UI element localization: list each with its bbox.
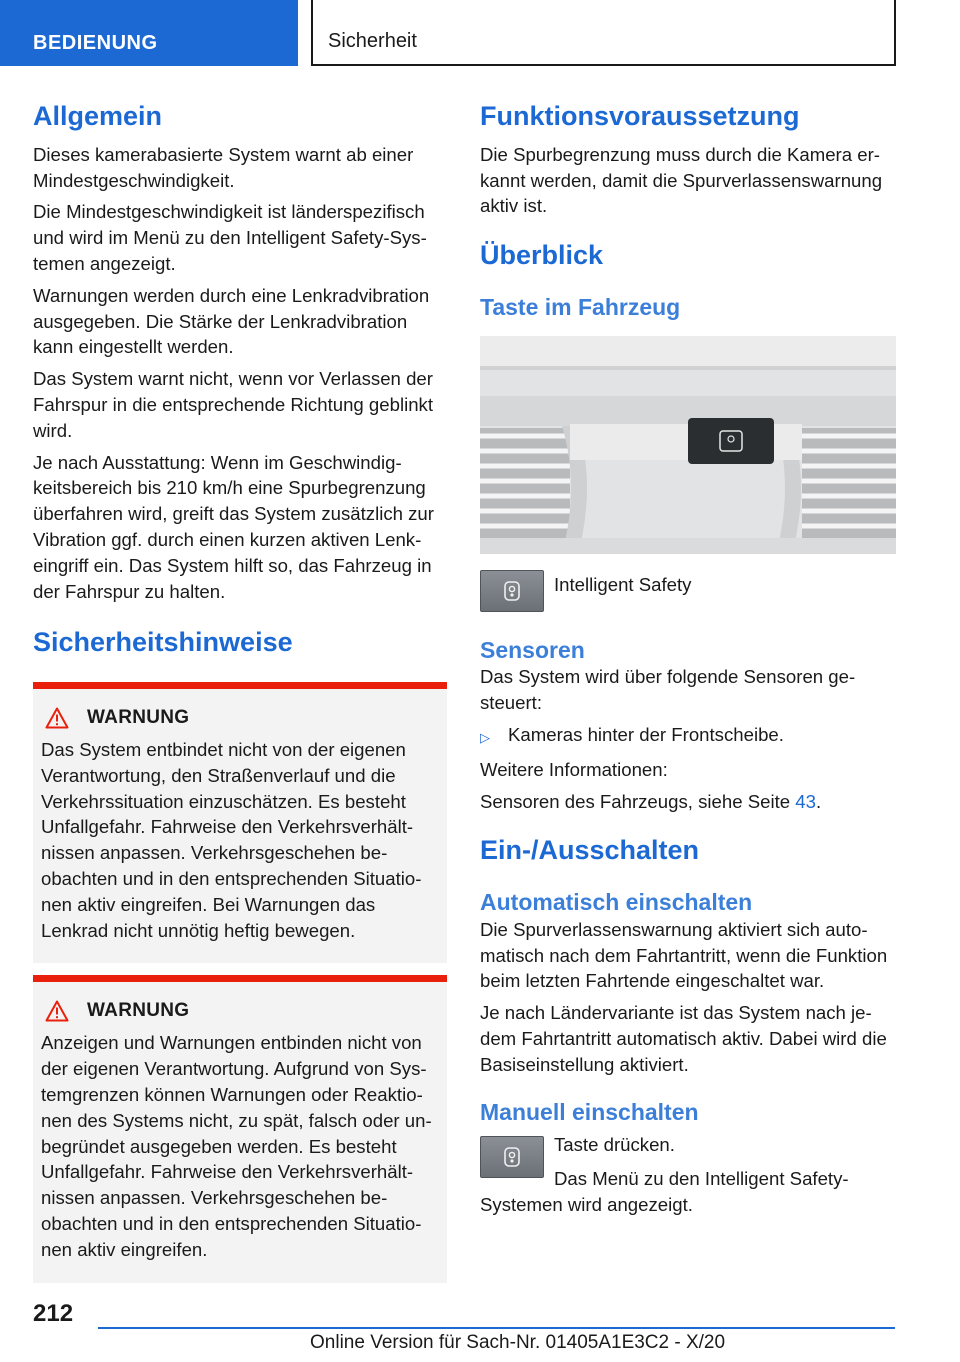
heading-funktionsvoraussetzung: Funktionsvoraussetzung	[480, 101, 800, 131]
warning-box-1	[33, 682, 447, 963]
heading-automatisch-einschalten: Automatisch einschalten	[480, 889, 753, 916]
heading-ueberblick: Überblick	[480, 240, 604, 271]
section-tab: BEDIENUNG	[0, 0, 298, 66]
right-column	[480, 100, 896, 1224]
reference-end: .	[815, 790, 822, 812]
manual-step-row	[480, 1130, 896, 1192]
warning-text: Anzeigen und Warnungen entbinden nicht von der eigenen Verantwortung. Aufgrund von Systemgrenzen können Warnungen oder Reaktionen des Systems nicht, zu spät, falsch oder unbegründet ausgegeben werden. Es besteht Unfallgefahr. Fahrweise den Verkehrsverhältnissen anpassen. Verkehrsgeschehen beobachten und in den entsprechenden Situationen aktiv eingreifen.	[41, 1032, 432, 1260]
paragraph: Je nach Ausstattung: Wenn im Geschwindigkeitsbereich bis 210 km/h eine Spurbegrenzung überfahren wird, greift das System zusätzlich zur Vibration ggf. durch einen kurzen aktiven Lenkeingriff ein. Das System hilft so, das Fahrzeug in der Fahrspur zu halten.	[33, 451, 434, 602]
dashboard-vents-image	[480, 336, 896, 554]
paragraph: Die Spurverlassenswarnung aktiviert sich automatisch nach dem Fahrtantritt, wenn die Funktion beim letzten Fahrtende eingeschaltet war.	[480, 918, 888, 992]
warning-triangle-icon	[45, 707, 69, 729]
chapter-title: Sicherheit	[311, 0, 896, 66]
warning-box-2	[33, 975, 447, 1282]
heading-ein-ausschalten: Ein-/Ausschalten	[480, 835, 700, 866]
paragraph: Je nach Ländervariante ist das System nach jedem Fahrtantritt automatisch aktiv. Dabei wird die Basiseinstellung aktiviert.	[480, 1002, 887, 1075]
button-label: Intelligent Safety	[554, 573, 692, 595]
warning-text: Das System entbindet nicht von der eigenen Verantwortung, den Straßenverlauf und die Verkehrssituation einzuschätzen. Es besteht Unfallgefahr. Fahrweise den Verkehrsverhältnissen anpassen. Verkehrsgeschehen beobachten und in den entsprechenden Situationen aktiv eingreifen. Bei Warnungen das Lenkrad nicht unnötig heftig bewegen.	[41, 739, 422, 941]
heading-allgemein: Allgemein	[33, 101, 163, 131]
warning-title: WARNUNG	[87, 707, 190, 729]
warning-triangle-icon	[45, 1000, 69, 1022]
paragraph: Die Spurbegrenzung muss durch die Kamera erkannt werden, damit die Spurverlassenswarnung aktiv ist.	[480, 143, 883, 217]
left-column	[33, 100, 447, 1283]
paragraph: Weitere Informationen:	[480, 758, 668, 780]
page-header	[0, 0, 960, 66]
reference-text: Sensoren des Fahrzeugs, siehe Seite	[480, 790, 796, 812]
list-item-text: Kameras hinter der Frontscheibe.	[508, 723, 784, 745]
heading-taste-im-fahrzeug: Taste im Fahrzeug	[480, 293, 681, 320]
paragraph: Warnungen werden durch eine Lenkradvibration ausgegeben. Die Stärke der Lenkradvibration kann eingestellt werden.	[33, 284, 430, 358]
step-text: Das Menü zu den Intelligent Safety-	[554, 1168, 849, 1190]
footer-version-text: Online Version für Sach-Nr. 01405A1E3C2 - X/20	[310, 1332, 726, 1353]
triangle-bullet-icon: ▷	[480, 729, 490, 745]
page-number: 212	[33, 1300, 74, 1327]
paragraph: Die Mindestgeschwindigkeit ist länderspezifisch und wird im Menü zu den Intelligent Safety-Systemen angezeigt.	[33, 201, 427, 274]
intelligent-safety-button-icon	[480, 1136, 544, 1178]
heading-sicherheitshinweise: Sicherheitshinweise	[33, 627, 293, 658]
list-item	[480, 722, 896, 751]
paragraph: Systemen wird angezeigt.	[480, 1194, 693, 1215]
vehicle-button-photo	[480, 336, 896, 554]
warning-title: WARNUNG	[87, 1000, 190, 1022]
step-text: Taste drücken.	[554, 1134, 675, 1156]
page-link[interactable]: 43	[795, 790, 816, 812]
intelligent-safety-row	[480, 570, 896, 612]
paragraph-reference	[480, 789, 896, 815]
footer-divider	[98, 1327, 895, 1329]
paragraph: Dieses kamerabasierte System warnt ab einer Mindestgeschwindigkeit.	[33, 143, 414, 191]
paragraph: Das System wird über folgende Sensoren gesteuert:	[480, 666, 856, 714]
intelligent-safety-button-icon	[480, 570, 544, 612]
paragraph: Das System warnt nicht, wenn vor Verlassen der Fahrspur in die entsprechende Richtung geblinkt wird.	[33, 368, 434, 441]
heading-sensoren: Sensoren	[480, 636, 585, 663]
heading-manuell-einschalten: Manuell einschalten	[480, 1098, 699, 1125]
